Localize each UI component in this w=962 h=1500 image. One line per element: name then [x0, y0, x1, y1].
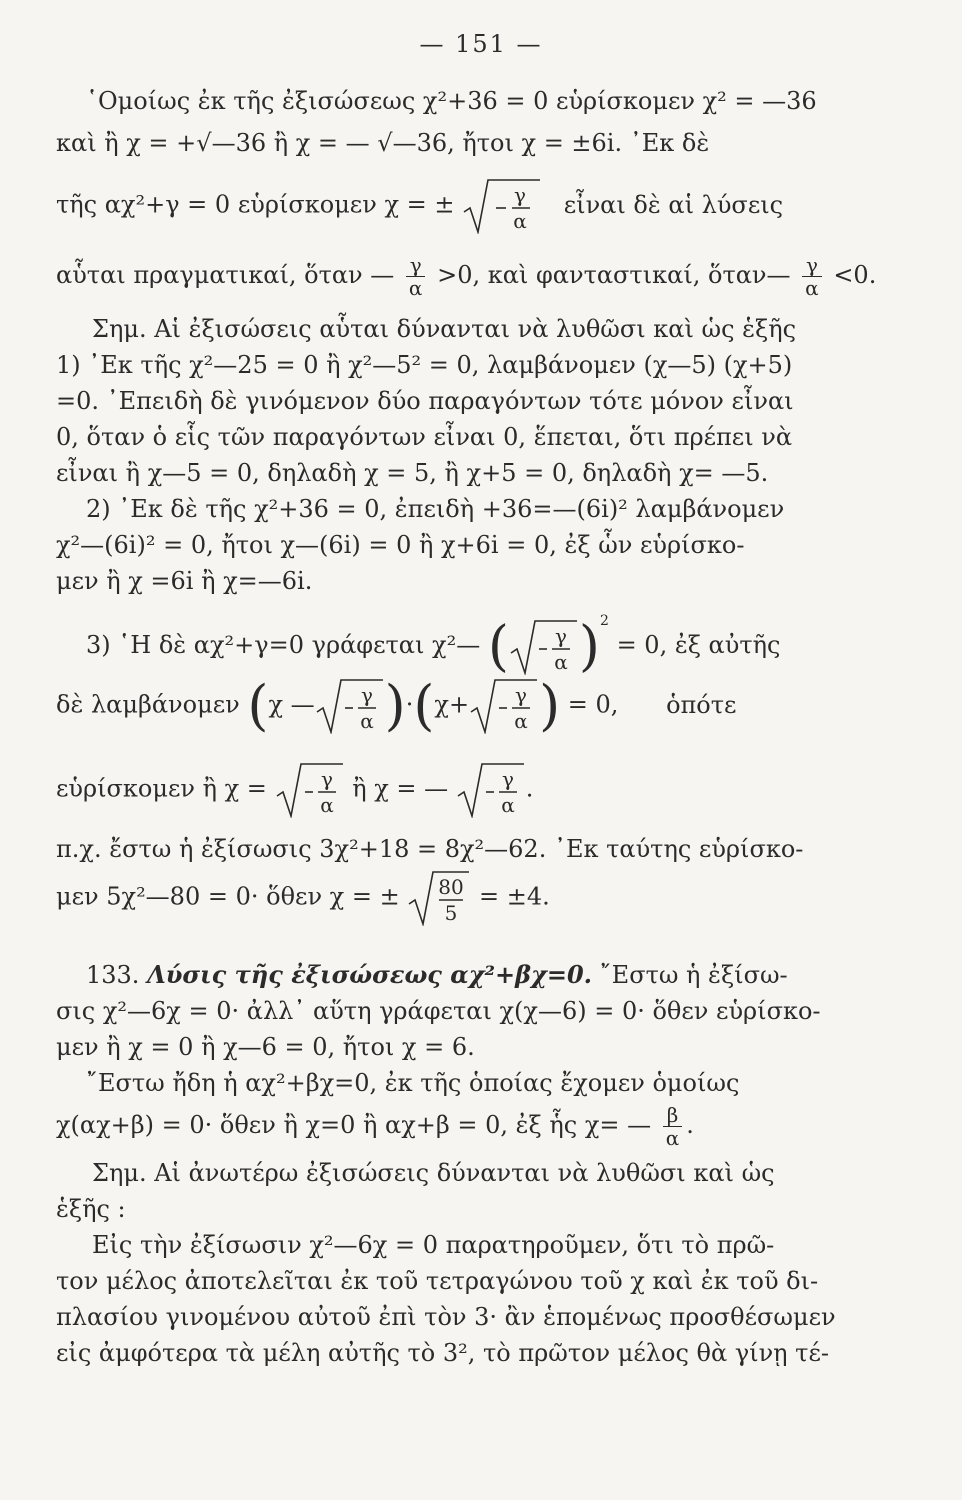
text-line-3b: εἶναι δὲ αἱ λύσεις — [563, 190, 784, 219]
text-line-9: εἶναι ἢ χ—5 = 0, δηλαδὴ χ = 5, ἢ χ+5 = 0, δηλαδὴ χ= —5. — [56, 459, 769, 487]
text-line-17: μεν 5χ²—80 = 0· ὅθεν χ = ± 80 5 = ±4. — [56, 870, 550, 930]
text-line-7: =0. ᾿Επειδὴ δὲ γινόμενον δύο παραγόντων τότε μόνον εἶναι — [56, 387, 794, 415]
paren-left: ( — [487, 614, 509, 678]
text-line-4a: αὗται πραγματικαί, ὅταν — — [56, 261, 395, 289]
text-line-2: καὶ ἢ χ = +√—36 ἢ χ = — √—36, ἤτοι χ = ±6i. ᾿Εκ δὲ — [56, 129, 710, 157]
text-line-20: μεν ἢ χ = 0 ἢ χ—6 = 0, ἤτοι χ = 6. — [56, 1033, 475, 1061]
svg-text:α: α — [359, 709, 374, 733]
text-line-26: τον μέλος ἀποτελεῖται ἐκ τοῦ τετραγώνου τοῦ χ καὶ ἐκ τοῦ δι- — [56, 1267, 819, 1295]
radical-icon — [462, 178, 542, 234]
radical-icon-5 — [456, 762, 526, 818]
svg-text:γ: γ — [554, 623, 567, 648]
text-line-12: μεν ἢ χ =6i ἢ χ=—6i. — [56, 567, 313, 595]
text-line-24: ἑξῆς : — [56, 1195, 126, 1223]
text-line-22: χ(αχ+β) = 0· ὅθεν ἢ χ=0 ἢ αχ+β = 0, ἐξ ἧς χ= — $\frac{\beta}{\alpha}$ . — [56, 1103, 694, 1150]
text-line-3 — [56, 178, 783, 234]
text-line-23: Σημ. Αἱ ἀνωτέρω ἐξισώσεις δύνανται νὰ λυθῶσι καὶ ὡς — [92, 1159, 775, 1187]
text-line-8: 0, ὅταν ὁ εἷς τῶν παραγόντων εἶναι 0, ἕπεται, ὅτι πρέπει νὰ — [56, 423, 793, 451]
fraction-gamma-alpha-2: $\frac{\gamma}{\alpha}$ — [802, 254, 822, 299]
page-number: — 151 — — [419, 30, 543, 58]
text-line-15: εὑρίσκομεν ἢ χ = γ α ἢ χ = — γ α . — [56, 762, 533, 822]
text-line-6: 1) ᾿Εκ τῆς χ²—25 = 0 ἢ χ²—5² = 0, λαμβάνομεν (χ—5) (χ+5) — [56, 351, 793, 379]
text-line-14a: δὲ λαμβάνομεν — [56, 690, 240, 719]
text-line-5: Σημ. Αἱ ἐξισώσεις αὗται δύνανται νὰ λυθῶσι καὶ ὡς ἑξῆς — [92, 315, 797, 343]
svg-text:α: α — [319, 793, 334, 817]
svg-text:α: α — [501, 793, 515, 817]
text-line-16: π.χ. ἔστω ἡ ἐξίσωσις 3χ²+18 = 8χ²—62. ᾿Εκ ταύτης εὑρίσκο- — [56, 835, 804, 863]
svg-text:α: α — [514, 709, 528, 733]
paren-right: ) — [578, 614, 600, 678]
sqrt-radical-2 — [509, 619, 579, 675]
text-line-1: ῾Ομοίως ἐκ τῆς ἐξισώσεως χ²+36 = 0 εὑρίσκομεν χ² = —36 — [86, 87, 817, 115]
sqrt-radical — [462, 178, 542, 234]
svg-text:γ: γ — [515, 683, 528, 707]
text-line-4 — [56, 254, 876, 299]
text-line-18: 133. Λύσις τῆς ἐξισώσεως αχ²+βχ=0. ῎Εστω ἡ ἐξίσω- — [86, 960, 788, 989]
radical-icon-3 — [469, 678, 539, 734]
svg-text:80: 80 — [438, 875, 465, 899]
svg-text:5: 5 — [444, 901, 458, 925]
text-line-10: 2) ᾿Εκ δὲ τῆς χ²+36 = 0, ἐπειδὴ +36=—(6i)² λαμβάνομεν — [86, 495, 785, 523]
text-line-11: χ²—(6i)² = 0, ἤτοι χ—(6i) = 0 ἢ χ+6i = 0, ἐξ ὧν εὑρίσκο- — [56, 531, 745, 559]
text-line-25: Εἰς τὴν ἐξίσωσιν χ²—6χ = 0 παρατηροῦμεν, ὅτι τὸ πρῶ- — [92, 1231, 775, 1259]
text-line-14: δὲ λαμβάνομεν (χ — γ α )·(χ+ γ α ) = 0, ὁπότε — [56, 674, 737, 737]
text-line-27: πλασίου γινομένου αὐτοῦ ἐπὶ τὸν 3· ἂν ἑπομένως προσθέσωμεν — [56, 1303, 836, 1331]
frac-num-gamma: γ — [514, 183, 527, 207]
svg-text:γ: γ — [320, 767, 333, 791]
text-line-13b: = 0, ἐξ αὐτῆς — [616, 631, 781, 659]
text-line-3a: τῆς αχ²+γ = 0 εὑρίσκομεν χ = ± — [56, 190, 455, 219]
exponent-2: 2 — [600, 613, 609, 629]
fraction-gamma-alpha: $\frac{\gamma}{\alpha}$ — [406, 254, 426, 299]
radical-icon-2 — [315, 678, 385, 734]
text-line-4c: <0. — [833, 261, 877, 289]
text-line-13 — [86, 606, 781, 678]
text-line-28: εἰς ἀμφότερα τὰ μέλη αὐτῆς τὸ 3², τὸ πρῶτον μέλος θὰ γίνῃ τέ- — [56, 1339, 829, 1367]
text-line-19: σις χ²—6χ = 0· ἀλλ᾿ αὕτη γράφεται χ(χ—6) = 0· ὅθεν εὑρίσκο- — [56, 997, 821, 1025]
text-line-13a: 3) ῾Η δὲ αχ²+γ=0 γράφεται χ²— — [86, 631, 481, 659]
frac-den-alpha: α — [513, 209, 527, 233]
svg-text:γ: γ — [501, 767, 514, 791]
svg-text:γ: γ — [360, 683, 373, 707]
text-line-4b: >0, καὶ φανταστικαί, ὅταν— — [437, 261, 791, 289]
radical-icon-6 — [407, 870, 471, 926]
section-heading: Λύσις τῆς ἐξισώσεως αχ²+βχ=0. — [147, 960, 593, 989]
text-line-21: ῎Εστω ἤδη ἡ αχ²+βχ=0, ἐκ τῆς ὁποίας ἔχομεν ὁμοίως — [86, 1069, 740, 1097]
svg-text:α: α — [554, 649, 568, 674]
radical-icon-4 — [275, 762, 345, 818]
